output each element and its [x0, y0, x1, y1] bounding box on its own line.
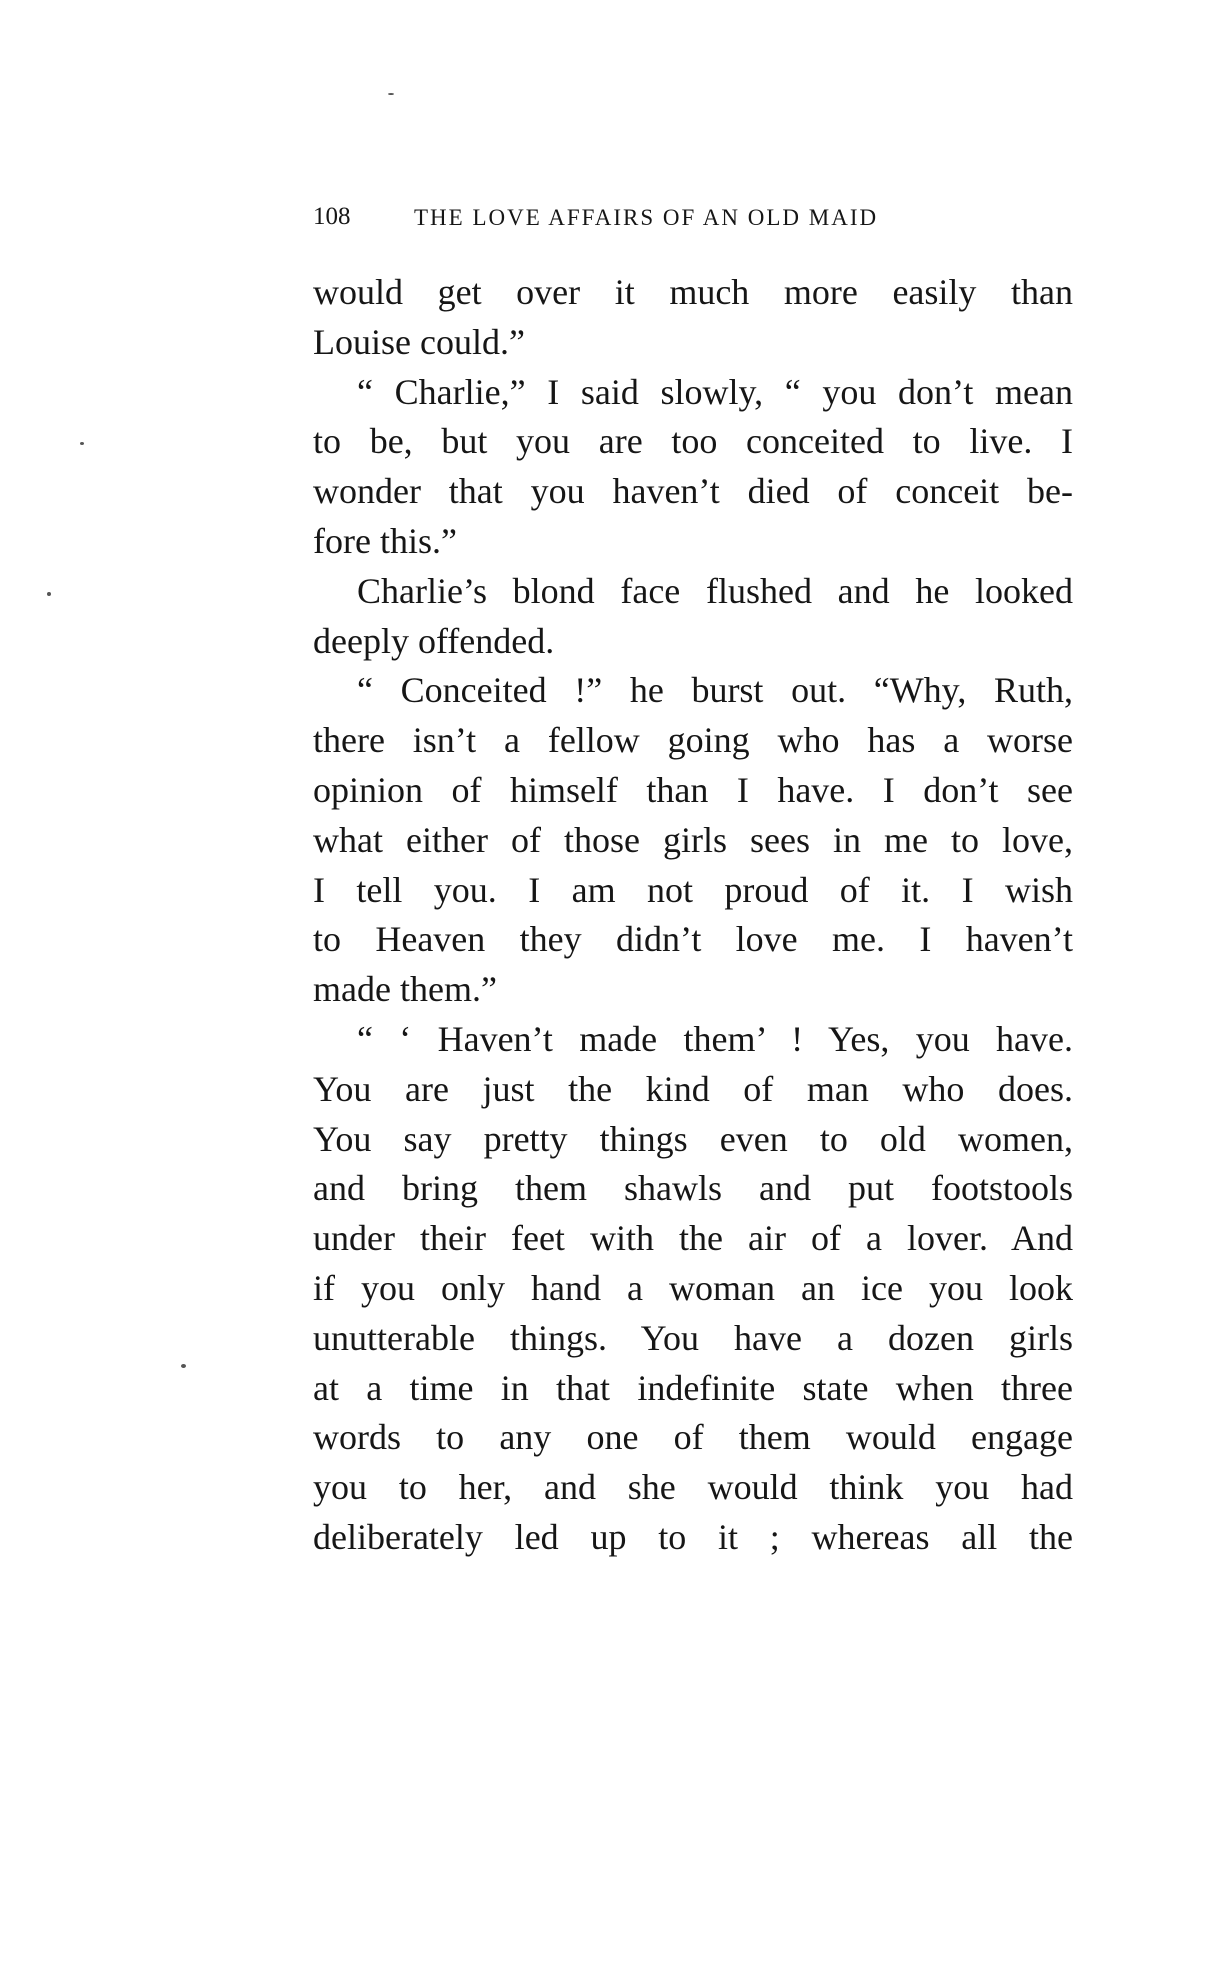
text-line: “ Conceited !” he burst out. “Why, Ruth, [357, 670, 1073, 711]
text-line: wonder that you haven’t died of conceit be- [313, 471, 1073, 512]
body-text [313, 268, 1073, 1563]
paper-speck [181, 1364, 186, 1368]
text-line: words to any one of them would engage [313, 1417, 1073, 1458]
text-line: to Heaven they didn’t love me. I haven’t [313, 919, 1073, 960]
text-line: and bring them shawls and put footstools [313, 1168, 1073, 1209]
text-line: “ ‘ Haven’t made them’ ! Yes, you have. [357, 1018, 1073, 1059]
paper-speck [388, 93, 394, 95]
text-line: at a time in that indefinite state when three [313, 1367, 1073, 1408]
text-line: I tell you. I am not proud of it. I wish [313, 869, 1073, 910]
text-line: would get over it much more easily than [313, 272, 1073, 312]
running-title: THE LOVE AFFAIRS OF AN OLD MAID [414, 205, 879, 230]
text-line: You say pretty things even to old women, [313, 1118, 1073, 1159]
text-line: what either of those girls sees in me to love, [313, 819, 1073, 860]
text-line: Charlie’s blond face flushed and he looked [357, 570, 1073, 611]
paper-speck [80, 442, 84, 445]
text-line: “ Charlie,” I said slowly, “ you don’t mean [357, 371, 1073, 412]
paper-speck [47, 592, 51, 596]
text-line: You are just the kind of man who does. [313, 1068, 1073, 1109]
text-line: there isn’t a fellow going who has a worse [313, 720, 1073, 761]
text-line: deeply offended. [313, 620, 555, 661]
text-line: opinion of himself than I have. I don’t see [313, 769, 1073, 810]
text-line: unutterable things. You have a dozen girls [313, 1317, 1073, 1358]
text-line: to be, but you are too conceited to live. I [313, 421, 1073, 462]
text-line: under their feet with the air of a lover. And [313, 1218, 1073, 1259]
text-line: Louise could.” [313, 321, 525, 362]
text-line: fore this.” [313, 520, 457, 561]
text-line: made them.” [313, 969, 497, 1010]
text-line: you to her, and she would think you had [313, 1467, 1073, 1508]
text-line: deliberately led up to it ; whereas all the [313, 1516, 1073, 1557]
text-line: if you only hand a woman an ice you look [313, 1267, 1073, 1308]
running-head [313, 203, 1073, 235]
page-number: 108 [313, 203, 351, 230]
